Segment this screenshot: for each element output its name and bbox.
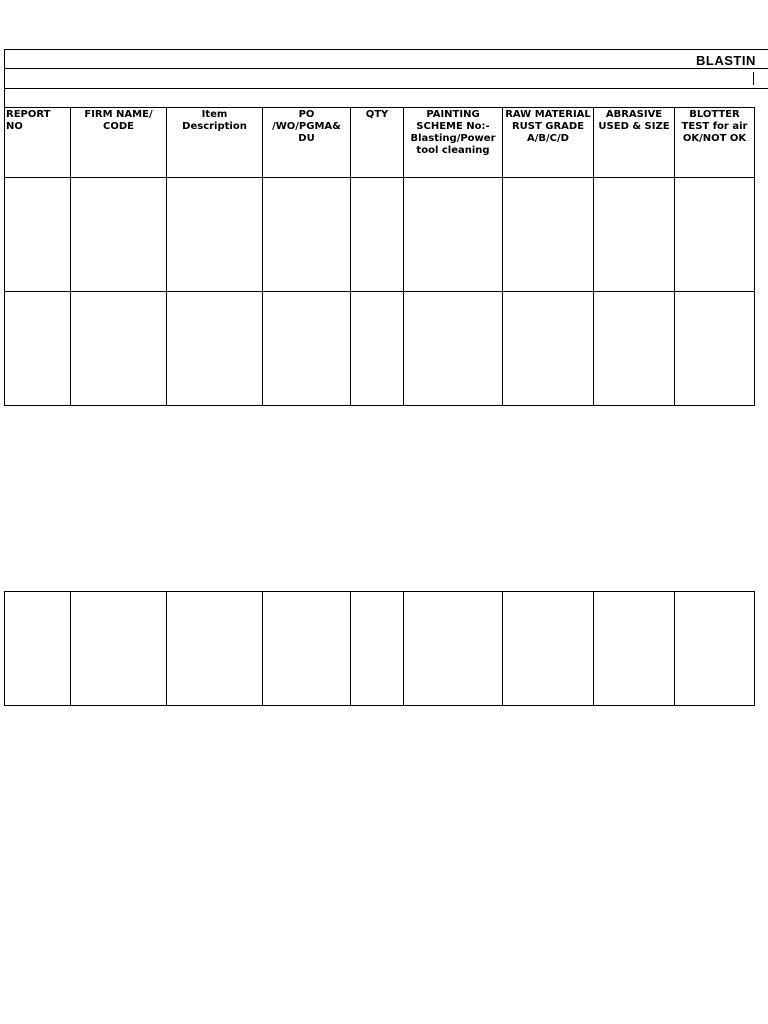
table-cell[interactable] xyxy=(351,178,404,292)
table-cell[interactable] xyxy=(404,178,503,292)
table-cell[interactable] xyxy=(5,178,71,292)
header-painting-scheme: PAINTING SCHEME No:- Blasting/Power tool cleaning xyxy=(404,108,503,178)
table-cell[interactable] xyxy=(263,592,351,706)
title-row xyxy=(4,49,768,69)
table-cell[interactable] xyxy=(675,592,755,706)
table-cell[interactable] xyxy=(71,592,167,706)
table-cell[interactable] xyxy=(594,178,675,292)
table-cell[interactable] xyxy=(404,292,503,406)
table-cell[interactable] xyxy=(351,292,404,406)
inspection-table xyxy=(4,107,755,406)
table-header-row xyxy=(5,108,755,178)
table-cell[interactable] xyxy=(71,178,167,292)
table-cell[interactable] xyxy=(167,292,263,406)
table-cell[interactable] xyxy=(71,292,167,406)
truncated-subtitle-mark xyxy=(753,72,754,85)
table-cell[interactable] xyxy=(503,592,594,706)
inspection-table-continued xyxy=(4,591,755,706)
table-cell[interactable] xyxy=(594,592,675,706)
table-cell[interactable] xyxy=(263,292,351,406)
header-firm-name: FIRM NAME/ CODE xyxy=(71,108,167,178)
header-blotter-test: BLOTTER TEST for air OK/NOT OK xyxy=(675,108,755,178)
blank-row xyxy=(4,89,768,107)
table-row xyxy=(5,292,755,406)
table-cell[interactable] xyxy=(675,178,755,292)
table-cell[interactable] xyxy=(351,592,404,706)
table-cell[interactable] xyxy=(167,592,263,706)
table-cell[interactable] xyxy=(675,292,755,406)
header-report-no: REPORT NO xyxy=(5,108,71,178)
table-row xyxy=(5,592,755,706)
document-title: BLASTIN xyxy=(696,53,756,68)
subtitle-row xyxy=(4,69,768,89)
table-cell[interactable] xyxy=(263,178,351,292)
header-po-wo: PO /WO/PGMA& DU xyxy=(263,108,351,178)
table-row xyxy=(5,178,755,292)
table-cell[interactable] xyxy=(503,178,594,292)
table-cell[interactable] xyxy=(5,292,71,406)
table-cell[interactable] xyxy=(503,292,594,406)
table-cell[interactable] xyxy=(167,178,263,292)
header-item-description: Item Description xyxy=(167,108,263,178)
header-abrasive: ABRASIVE USED & SIZE xyxy=(594,108,675,178)
table-cell[interactable] xyxy=(5,592,71,706)
table-cell[interactable] xyxy=(404,592,503,706)
header-qty: QTY xyxy=(351,108,404,178)
header-rust-grade: RAW MATERIAL RUST GRADE A/B/C/D xyxy=(503,108,594,178)
table-cell[interactable] xyxy=(594,292,675,406)
